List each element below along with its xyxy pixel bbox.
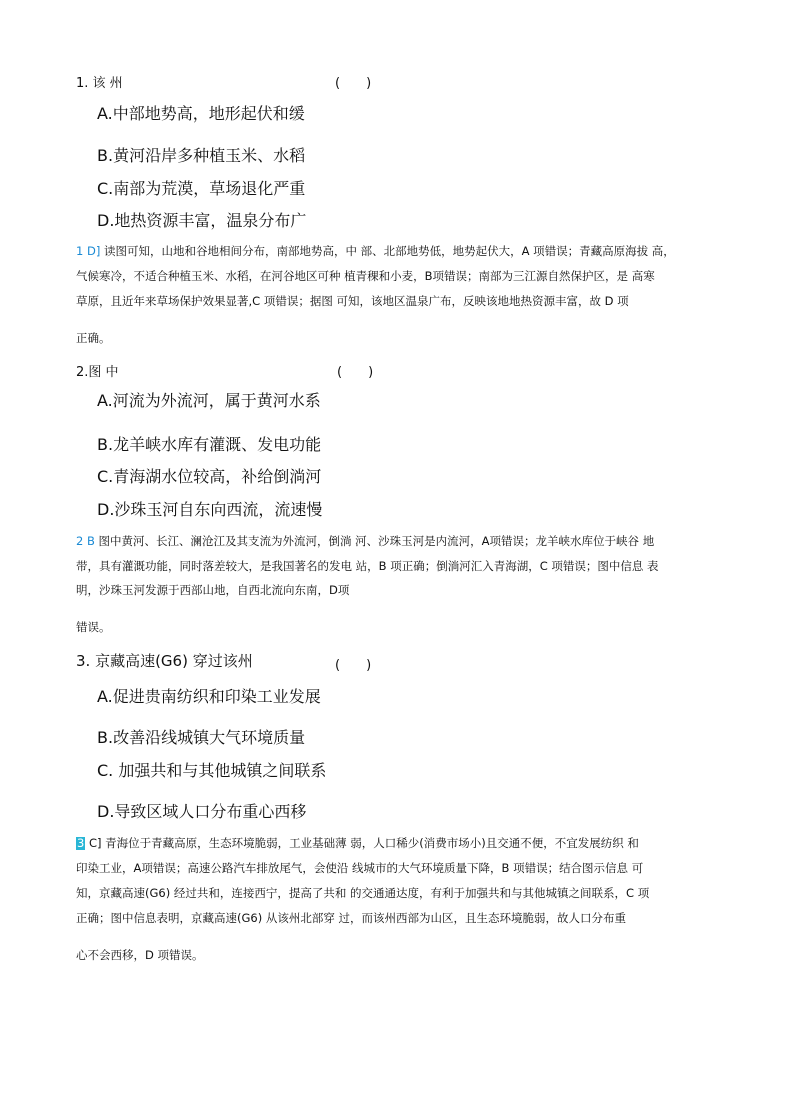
question-2-explanation-line-4: 错误。 bbox=[76, 620, 111, 634]
answer-badge-letter: C] bbox=[85, 836, 102, 850]
explanation-text: 图中黄河、长江、澜沧江及其支流为外流河，倒淌 河、沙珠玉河是内流河，A项错误；龙羊峡水库位于峡谷 地 bbox=[98, 534, 655, 548]
explanation-text: 读图可知，山地和谷地相间分布，南部地势高，中 部、北部地势低，地势起伏大，A 项错误；青藏高原海拔 高， bbox=[103, 244, 675, 258]
question-3-stem: 3. 京藏高速(G6) 穿过该州 bbox=[76, 652, 253, 670]
question-1-option-d: D.地热资源丰富，温泉分布广 bbox=[97, 211, 307, 230]
explanation-text: 青海位于青藏高原，生态环境脆弱，工业基础薄 弱，人口稀少(消费市场小)且交通不便，不宜发展纺织 和 bbox=[105, 836, 639, 850]
question-2-option-c: C.青海湖水位较高，补给倒淌河 bbox=[97, 467, 322, 486]
question-1-answer-blank: ( ) bbox=[335, 76, 372, 91]
question-2-answer-blank: ( ) bbox=[337, 365, 374, 380]
question-1-explanation-line-4: 正确。 bbox=[76, 331, 111, 345]
question-3-explanation-line-4: 正确；图中信息表明，京藏高速(G6) 从该州北部穿 过，而该州西部为山区，且生态环境脆弱，故人口分布重 bbox=[76, 911, 627, 925]
question-1-option-c: C.南部为荒漠，草场退化严重 bbox=[97, 179, 306, 198]
question-3-option-d: D.导致区域人口分布重心西移 bbox=[97, 802, 307, 821]
answer-badge: 2 B bbox=[76, 534, 95, 548]
question-1-explanation-line-1 bbox=[76, 244, 675, 258]
question-3-explanation-line-5: 心不会西移，D 项错误。 bbox=[76, 948, 204, 962]
question-3-explanation-line-1 bbox=[76, 836, 639, 850]
question-1-explanation-line-2: 气候寒冷，不适合种植玉米、水稻，在河谷地区可种 植青稞和小麦，B项错误；南部为三江源自然保护区，是 高寒 bbox=[76, 269, 655, 283]
question-3-option-b: B.改善沿线城镇大气环境质量 bbox=[97, 728, 306, 747]
question-2-explanation-line-3: 明，沙珠玉河发源于西部山地，自西北流向东南，D项 bbox=[76, 583, 350, 597]
answer-badge: 1 D] bbox=[76, 244, 101, 258]
question-3-explanation-line-3: 知，京藏高速(G6) 经过共和，连接西宁，提高了共和 的交通通达度，有利于加强共和与其他城镇之间联系，C 项 bbox=[76, 886, 650, 900]
question-2-option-b: B.龙羊峡水库有灌溉、发电功能 bbox=[97, 435, 322, 454]
question-3-option-a: A.促进贵南纺织和印染工业发展 bbox=[97, 687, 321, 706]
question-2-explanation-line-2: 带，具有灌溉功能，同时落差较大，是我国著名的发电 站，B 项正确；倒淌河汇入青海湖，C 项错误；图中信息 表 bbox=[76, 559, 659, 573]
question-2-option-a: A.河流为外流河，属于黄河水系 bbox=[97, 391, 321, 410]
question-1-option-b: B.黄河沿岸多种植玉米、水稻 bbox=[97, 146, 306, 165]
question-2-explanation-line-1 bbox=[76, 534, 654, 548]
question-1-explanation-line-3: 草原，且近年来草场保护效果显著,C 项错误；据图 可知，该地区温泉广布，反映该地地热资源丰富，故 D 项 bbox=[76, 294, 629, 308]
question-1-option-a: A.中部地势高，地形起伏和缓 bbox=[97, 104, 305, 123]
question-1-stem: 1. 该 州 bbox=[76, 76, 123, 91]
question-3-answer-blank: ( ) bbox=[335, 658, 372, 673]
question-3-option-c: C. 加强共和与其他城镇之间联系 bbox=[97, 761, 327, 780]
question-2-stem: 2.图 中 bbox=[76, 365, 119, 380]
answer-badge-highlight: 3 bbox=[77, 836, 85, 850]
question-3-explanation-line-2: 印染工业，A项错误；高速公路汽车排放尾气，会使沿 线城市的大气环境质量下降，B 项错误；结合图示信息 可 bbox=[76, 861, 644, 875]
question-2-option-d: D.沙珠玉河自东向西流，流速慢 bbox=[97, 500, 323, 519]
